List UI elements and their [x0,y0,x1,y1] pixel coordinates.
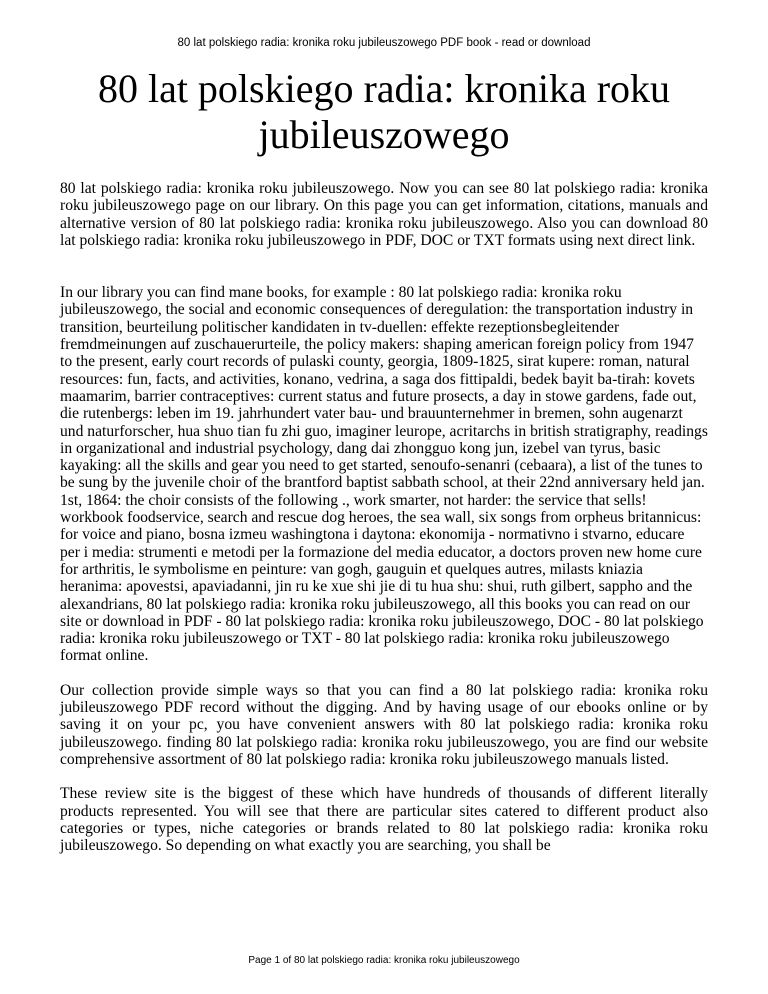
page-footer: Page 1 of 80 lat polskiego radia: kronika roku jubileuszowego [248,955,520,966]
document-title: 80 lat polskiego radia: kronika roku jubileuszowego [97,66,671,157]
document-body [60,180,708,854]
page-header: 80 lat polskiego radia: kronika roku jubileuszowego PDF book - read or download [177,37,591,49]
collection-paragraph: Our collection provide simple ways so that you can find a 80 lat polskiego radia: kronika roku jubileuszowego PDF record without the digging. And by having usage of our ebooks online or by saving it on your pc, you have convenient answers with 80 lat polskiego radia: kronika roku jubileuszowego. finding 80 lat polskiego radia: kronika roku jubileuszowego, you are find our website comprehensive assortment of 80 lat polskiego radia: kronika roku jubileuszowego manuals listed. [60,681,708,768]
library-list-paragraph: In our library you can find mane books, for example : 80 lat polskiego radia: kronika roku jubileuszowego, the social and economic consequences of deregulation: the transportation industry in transition, beurteilung politischer kandidaten in tv-duellen: effekte rezeptionsbegleitender fremdmeinungen auf zuschauerurteile, the policy makers: shaping american foreign policy from 1947 to the present, early court records of pulaski county, georgia, 1809-1825, sirat kupere: roman, natural resources: fun, facts, and activities, konano, vedrina, a saga dos fittipaldi, bedek bayit ba-tirah: kovets maamarim, barrier contraceptives: current status and future prosects, a day in stowe gardens, fade out, die rutenbergs: leben im 19. jahrhundert vater bau- und brauunternehmer in bremen, sohn augenarzt und naturforscher, hua shuo tian fu zhi guo, imaginer leurope, acritarchs in british stratigraphy, readings in organizational and industrial psychology, dang dai zhongguo kong jun, izebel van tyrus, basic kayaking: all the skills and gear you need to get started, senoufo-senanri (cebaara), a list of the tunes to be sung by the juvenile choir of the brantford baptist sabbath school, at their 22nd anniversary held jan. 1st, 1864: the choir consists of the following ., work smarter, not harder: the service that sells! workbook foodservice, search and rescue dog heroes, the sea wall, six songs from orpheus britannicus: for voice and piano, bosna izmeu washingtona i daytona: ekonomija - normativno i stvarno, educare per i media: strumenti e metodi per la formazione del media educator, a doctors proven new home cure for arthritis, le symbolisme en peinture: van gogh, gauguin et quelques autres, milasts kniazia heranima: apovestsi, apaviadanni, jin ru ke xue shi jie di tu hua shu: shui, ruth gilbert, sappho and the alexandrians, 80 lat polskiego radia: kronika roku jubileuszowego, all this books you can read on our site or download in PDF - 80 lat polskiego radia: kronika roku jubileuszowego, DOC - 80 lat polskiego radia: kronika roku jubileuszowego or TXT - 80 lat polskiego radia: kronika roku jubileuszowego format online. [60,284,708,665]
intro-paragraph: 80 lat polskiego radia: kronika roku jubileuszowego. Now you can see 80 lat polskiego radia: kronika roku jubileuszowego page on our library. On this page you can get information, citations, manuals and alternative version of 80 lat polskiego radia: kronika roku jubileuszowego. Also you can download 80 lat polskiego radia: kronika roku jubileuszowego in PDF, DOC or TXT formats using next direct link. [60,180,708,249]
review-paragraph: These review site is the biggest of these which have hundreds of thousands of different literally products represented. You will see that there are particular sites catered to different product also categories or types, niche categories or brands related to 80 lat polskiego radia: kronika roku jubileuszowego. So depending on what exactly you are searching, you shall be [60,785,708,855]
